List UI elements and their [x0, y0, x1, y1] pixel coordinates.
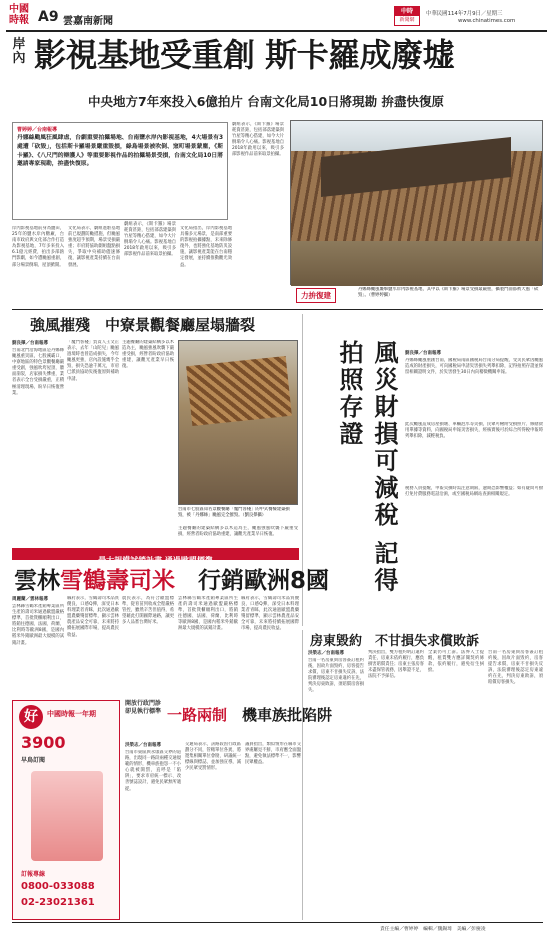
headline-kicker: 岸內 — [12, 37, 26, 66]
story3-body-col1: 丹娜絲颱風重創台南，國稅局南區國稅局台南分局提醒，受災民眾因颱風造成的財產損失，可向國稅局申請災害損失列舉扣除，記得拍照存證並保留相關證明文件，於災害發生30日內向稽徵機關申報。 — [405, 358, 543, 376]
page-code: A9 — [38, 9, 59, 25]
ad-headline: 中國時報一年期 — [47, 710, 96, 718]
story2-photo-restaurant — [178, 340, 298, 505]
story4-body-col3: 農民表示，為符合歐盟標準，從育苗到收成全程嚴格管控，雖然辛苦但值得，希望藉此打開國際通路，讓更多人品嘗台灣好米。 — [122, 596, 174, 626]
story2-body-col3: 主題餐廳的建築結構多以木造為主，颱風強風吹襲下嚴重受損，經營者盼政府協助重建，讓觀光產業早日恢復。 — [122, 340, 174, 370]
story2-body-col1: 台南北門沿海地區是丹娜絲颱風重災區，七股溪霸口、中寮地區的特色景觀餐廳嚴重受創，強風吹垮屋頂，牆面崩裂，店家損失慘重，業者表示全台受損嚴重，正積極清理現場，盼早日恢復營業。 — [12, 348, 64, 396]
story4-headline-highlight: 雪鶴壽司米 — [60, 568, 175, 594]
story4-banner-text: 最大規模試銷計畫 通過歐盟標準 — [98, 556, 213, 565]
ad-phone-1[interactable]: 0800-033088 — [21, 881, 95, 892]
story3-body-col2: 此次颱風造成房屋損壞、車輛泡水等災損，民眾可檢附受損照片、修繕費用單據等資料，向國稅局申報災害損失，經核實後可於綜合所得稅申報時列舉扣除，減輕稅負。 — [405, 422, 543, 440]
photo-label-badge: 力拚復建 — [296, 288, 336, 303]
subscription-ad[interactable] — [12, 700, 120, 920]
story4-banner — [12, 548, 299, 565]
main-body-col5: 劇組表示，《斯卡羅》場景耗資甚鉅，包括部落建築與竹屋等精心搭建，如今大片倒塌令人心痛。影視基地自2018年啟用以來，吸引多部影視作品前來取景拍攝。 — [232, 122, 284, 158]
story4-headline: 雲林雪鶴壽司米 行銷歐洲8國 — [14, 568, 330, 594]
footer-divider — [12, 922, 543, 923]
story6-byline: 洪榮志／台南報導 — [308, 651, 344, 656]
section-name: 雲嘉南新聞 — [63, 16, 113, 27]
chinatimes-brand-logo: 中時 新聞網 — [394, 6, 420, 26]
story2-body-col4: 主題餐廳的建築結構多以木造為主，颱風強風吹襲下嚴重受損，經營者盼政府協助重建，讓觀光產業早日恢復。 — [178, 526, 298, 538]
story5-byline: 洪榮志／台南報導 — [125, 743, 161, 748]
story6-body-col4: 台南一名房東與房客簽訂租約後，因故片面毀約，房客提告求償，房東不甘損失反訴，法院審理後認定房東違約在先，判決房東敗訴，須賠償房客損失。 — [488, 650, 543, 686]
website-link[interactable]: www.chinatimes.com — [458, 18, 516, 24]
story6-body-col3: 全案仍可上訴。法界人士提醒，租賃雙方應詳閱契約條款，依約履行，避免衍生糾紛。 — [428, 650, 484, 674]
story6-body-col1: 台南一名房東與房客簽訂租約後，因故片面毀約，房客提告求償，房東不甘損失反訴，法院審理後認定房東違約在先，判決房東敗訴，須賠償房客損失。 — [308, 658, 364, 694]
story5-headline: 開放行政門診 卻見執行標準 一路兩制 機車族批陷阱 — [125, 700, 333, 724]
newspaper-logo: 中國 時報 — [9, 4, 29, 26]
story2-headline: 強風摧殘 中寮景觀餐廳屋塌牆裂 — [30, 316, 256, 334]
story2-photo-caption: 台南市七股區知名景觀餐廳「魔門客棧」的中式餐樓建築損毀，被「丹娜絲」颱風完全摧毀。（劉良擇攝） — [178, 507, 290, 518]
story4-body-col4: 雲林縣雪鶴米產銷專業區所生產的壽司米通過歐盟嚴格標準，首批貨櫃順利出口，將銷往德國、法國、荷蘭、比利時等歐洲8國，是國內稻米外銷歐洲最大規模的試銷計畫。 — [178, 596, 238, 632]
main-body-col2: 文化局表示，劇組進駐基地前已規劃防颱措施，但颱風強度超乎預期，場景受損嚴重；市府將協助劇組盤點損失，爭取中央補助儘速修復，讓影視產業持續在台南發展。 — [68, 226, 120, 268]
column-divider-right-lower — [302, 630, 303, 920]
story5-headline-small: 開放行政門診 卻見執行標準 — [125, 700, 162, 715]
masthead — [6, 4, 547, 30]
story3-body-col3: 稅務人員提醒，申報災損時需注意期限，逾期恐影響權益；如有疑問可撥打免付費服務電話洽詢，或至國稅局網站查詢相關規定。 — [405, 486, 543, 498]
story5-body-col3: 議員指出，類似情形在縣市交界處屢見不鮮，市府應全面盤點，避免執法標準不一，影響民眾權益。 — [245, 742, 301, 766]
story4-body-col5: 縣府表示，雪鶴壽司米品質優良，口感Q彈，深受日本料理業者青睞，此次通過歐盟農藥殘留標準，顯示雲林農產品安全可靠，未來將持續拓展國際市場，提高農民收益。 — [241, 596, 299, 632]
ad-product-image — [31, 771, 103, 861]
story6-body-col2: 判決指出，雙方租約明訂違約責任，房東未依約履行，應負損害賠償責任；房東主張房客未盡保管義務，因舉證不足，法院不予採信。 — [368, 650, 424, 680]
story3-headline — [335, 340, 402, 610]
main-title: 影視基地受重創 斯卡羅成廢墟 — [34, 36, 455, 74]
story5-headline-big: 一路兩制 — [167, 706, 228, 724]
issue-date: 中華民國114年7月9日／星期三 — [426, 11, 503, 17]
story3-headline-text: 風災財損可減稅 記得拍照存證 — [335, 340, 398, 595]
story5-body-col1: 台南市東區與永康區交界的道路，出現同一路段兩種交通規範的情形，機車族抱怨一不小心就被開罰，直呼是「陷阱」，要求市府統一標示、改善號誌設計，避免民眾無所適從。 — [125, 750, 181, 792]
ad-hotline-label: 訂報專線 — [21, 871, 46, 878]
main-body-col3: 劇組表示，《斯卡羅》場景耗資甚鉅，包括部落建築與竹屋等精心搭建，如今大片倒塌令人心痛。影視基地自2018年啟用以來，吸引多部影視作品前來取景拍攝。 — [124, 222, 176, 258]
ad-phone-2[interactable]: 02-23021361 — [21, 897, 95, 908]
main-photo-caption: 丹娜絲颱風襲擊鹽水岸內影視基地，其中以《斯卡羅》場景受損最嚴重，攝製門面都被大風「砍毀」。（曹婷婷攝） — [358, 287, 539, 298]
story3-byline: 劉良擇／台南報導 — [405, 351, 441, 356]
lede-box — [12, 122, 228, 220]
main-body-col1: 岸內影視基地前身為鹽田，25年的鹽水岸內糖廠，台南市政府與文化部合作打造為影視基地，7年多來投入6.1億元經費，拍出多部熱門影劇，如今遭颱風重創，部分場景倒塌、屋頂掀開。 — [12, 226, 64, 268]
ad-promo: 早鳥訂閱 — [21, 757, 46, 764]
section-divider-1 — [12, 309, 543, 310]
lede-byline: 曹婷婷／台南報導 — [17, 127, 58, 133]
ad-price: 3900 — [21, 733, 66, 752]
footer-credits: 責任主編／曹婷婷 編輯／魏錫琦 美編／彭慶凌 — [380, 927, 486, 932]
story4-body-col1: 雲林縣雪鶴米產銷專業區所生產的壽司米通過歐盟嚴格標準，首批貨櫃順利出口，將銷往德國、法國、荷蘭、比利時等歐洲8國，是國內稻米外銷歐洲最大規模的試銷計畫。 — [12, 604, 64, 646]
main-photo-damaged-set — [290, 120, 543, 285]
story2-body-col2: 「魔門客棧」負責人王文正表示，去年「山陀兒」颱風過境時也曾造成損失，今年颱風更強，店內設施幾乎全毀，損失恐逾千萬元，市府已派員協助災後復原與補助申請。 — [67, 340, 119, 382]
photo-ground — [291, 241, 542, 286]
main-body-col4: 文化局指出，岸內影視基地具備多元場景，是南部重要的影視拍攝據點，未來除修復外，也將強化基地防災設施，讓影視產業能在台南穩定發展，並持續推動觀光效益。 — [180, 226, 232, 268]
main-headline — [8, 36, 549, 88]
masthead-divider — [6, 30, 547, 32]
story2-byline: 劉良擇／台南報導 — [12, 341, 48, 346]
story5-body-col2: 交通局表示，該路段因行政區劃分不同，管轄單位各異，將邀集相關單位會勘，研議統一標線與標誌，並加強宣導，減少民眾受罰情形。 — [185, 742, 241, 772]
lede-text: 丹娜絲颱風狂風肆虐，台劇重要拍攝場地、台南鹽水岸內影視基地，4大場景有3處遭「砍毀」，包括斯卡羅場景嚴重毀損，綠島場景被吹倒、窯町場景蒙塵，《斯卡羅》、《八尺門的辯護人》等重要影視作品的拍攝場景受損，台南文化局10日將邀請專家現勘，拚盡快復原。 — [17, 135, 223, 168]
photo-collapsed-roof — [186, 356, 292, 426]
story6-headline: 房東毀約 不甘損失求償敗訴 — [310, 634, 480, 649]
ad-badge: 好 — [19, 705, 43, 729]
story4-byline: 周麗蘭／雲林報導 — [12, 597, 48, 602]
main-subhead: 中央地方7年來投入6億拍片 台南文化局10日將現勘 拚盡快復原 — [88, 94, 444, 109]
story4-body-col2: 縣府表示，雪鶴壽司米品質優良，口感Q彈，深受日本料理業者青睞，此次通過歐盟農藥殘留標準，顯示雲林農產品安全可靠，未來將持續拓展國際市場，提高農民收益。 — [67, 596, 119, 638]
